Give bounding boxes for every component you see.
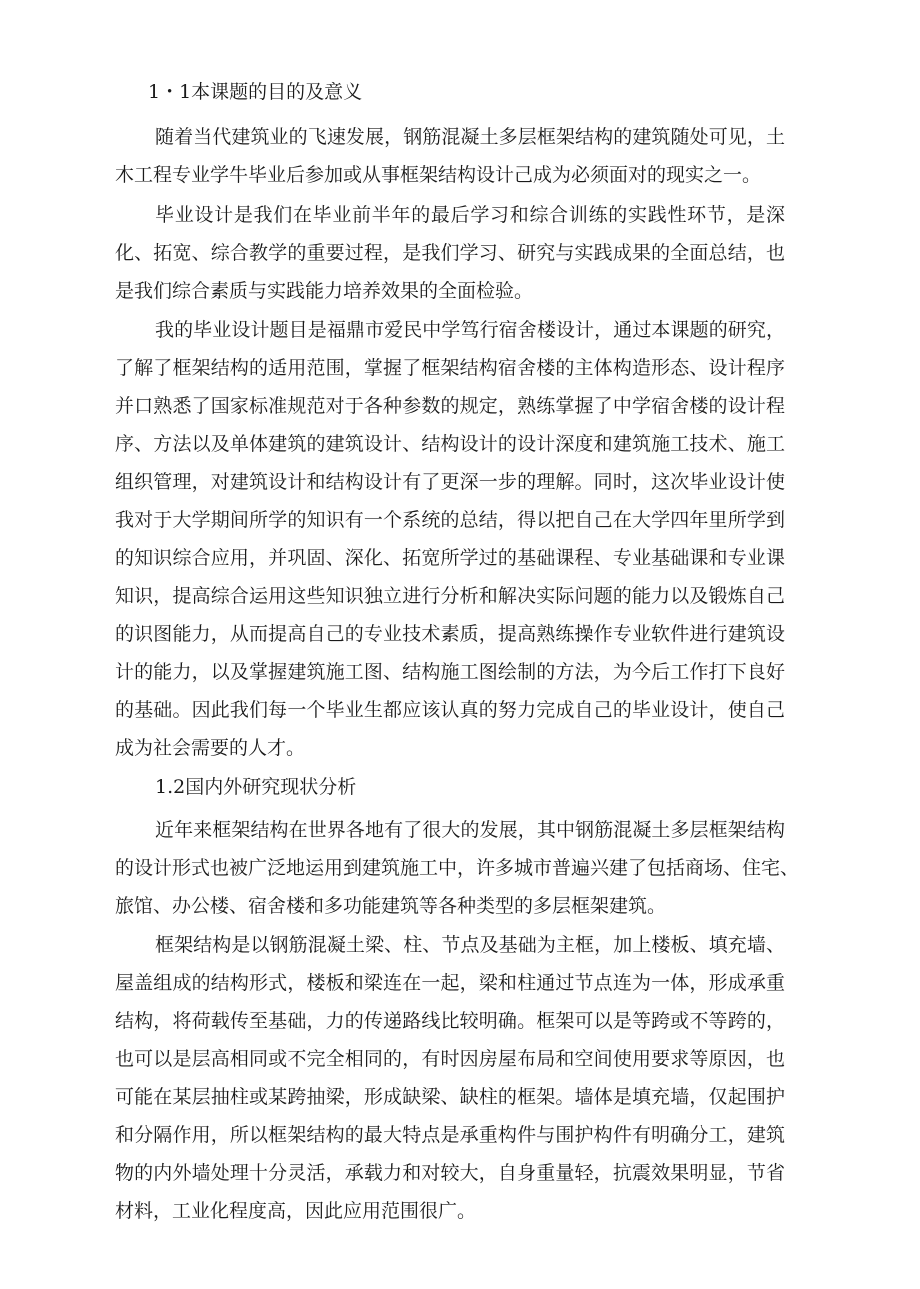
text-line: 计的能力，以及掌握建筑施工图、结构施工图绘制的方法，为今后工作打下良好 (115, 661, 785, 683)
text-line: 的设计形式也被广泛地运用到建筑施工中，许多城市普遍兴建了包括商场、住宅、 (115, 857, 800, 879)
text-line: 的知识综合应用，并巩固、深化、拓宽所学过的基础课程、专业基础课和专业课 (115, 547, 785, 569)
text-line: 也可以是层高相同或不完全相同的，有时因房屋布局和空间使用要求等原因，也 (115, 1048, 785, 1070)
text-line: 木工程专业学牛毕业后参加或从事框架结构设计己成为必须面对的现实之一。 (115, 164, 762, 186)
text-line: 屋盖组成的结构形式，楼板和梁连在一起，梁和柱通过节点连为一体，形成承重 (115, 972, 785, 994)
text-line: 随着当代建筑业的飞速发展，钢筋混凝土多层框架结构的建筑随处可见，土 (155, 126, 785, 148)
text-line: 了解了框架结构的适用范围，掌握了框架结构宿舍楼的主体构造形态、设计程序 (115, 357, 785, 379)
section-heading-1-1: 1・1本课题的目的及意义 (148, 81, 363, 103)
section-heading-1-2: 1.2国内外研究现状分析 (155, 776, 357, 798)
text-line: 结构，将荷载传至基础，力的传递路线比较明确。框架可以是等跨或不等跨的， (115, 1010, 785, 1032)
text-line: 旅馆、办公楼、宿舍楼和多功能建筑等各种类型的多层框架建筑。 (115, 895, 667, 917)
text-line: 近年来框架结构在世界各地有了很大的发展，其中钢筋混凝土多层框架结构 (155, 819, 785, 841)
text-line: 框架结构是以钢筋混凝土梁、柱、节点及基础为主框，加上楼板、填充墙、 (155, 934, 785, 956)
text-line: 化、拓宽、综合教学的重要过程，是我们学习、研究与实践成果的全面总结，也 (115, 242, 785, 264)
text-line: 是我们综合素质与实践能力培养效果的全面检验。 (115, 280, 534, 302)
text-line: 材料，工业化程度高，因此应用范围很广。 (115, 1200, 477, 1222)
text-line: 的识图能力，从而提高自己的专业技术素质，提高熟练操作专业软件进行建筑设 (115, 623, 785, 645)
text-line: 物的内外墙处理十分灵活，承载力和对较大，自身重量轻，抗震效果明显，节省 (115, 1162, 785, 1184)
text-line: 并口熟悉了国家标准规范对于各种参数的规定，熟练掌握了中学宿舍楼的设计程 (115, 395, 785, 417)
text-line: 我的毕业设计题目是福鼎市爱民中学笃行宿舍楼设计，通过本课题的研究， (155, 319, 785, 341)
text-line: 和分隔作用，所以框架结构的最大特点是承重构件与围护构件有明确分工，建筑 (115, 1124, 785, 1146)
text-line: 序、方法以及单体建筑的建筑设计、结构设计的设计深度和建筑施工技术、施工 (115, 433, 785, 455)
text-line: 可能在某层抽柱或某跨抽梁，形成缺梁、缺柱的框架。墙体是填充墙，仅起围护 (115, 1086, 785, 1108)
text-line: 的基础。因此我们每一个毕业生都应该认真的努力完成自己的毕业设计，使自己 (115, 699, 785, 721)
text-line: 组织管理，对建筑设计和结构设计有了更深一步的理解。同时，这次毕业设计使 (115, 471, 785, 493)
text-line: 我对于大学期间所学的知识有一个系统的总结，得以把自己在大学四年里所学到 (115, 509, 785, 531)
text-line: 知识，提高综合运用这些知识独立进行分析和解决实际问题的能力以及锻炼自己 (115, 585, 785, 607)
text-line: 毕业设计是我们在毕业前半年的最后学习和综合训练的实践性环节，是深 (155, 204, 785, 226)
text-line: 成为社会需要的人才。 (115, 737, 306, 759)
